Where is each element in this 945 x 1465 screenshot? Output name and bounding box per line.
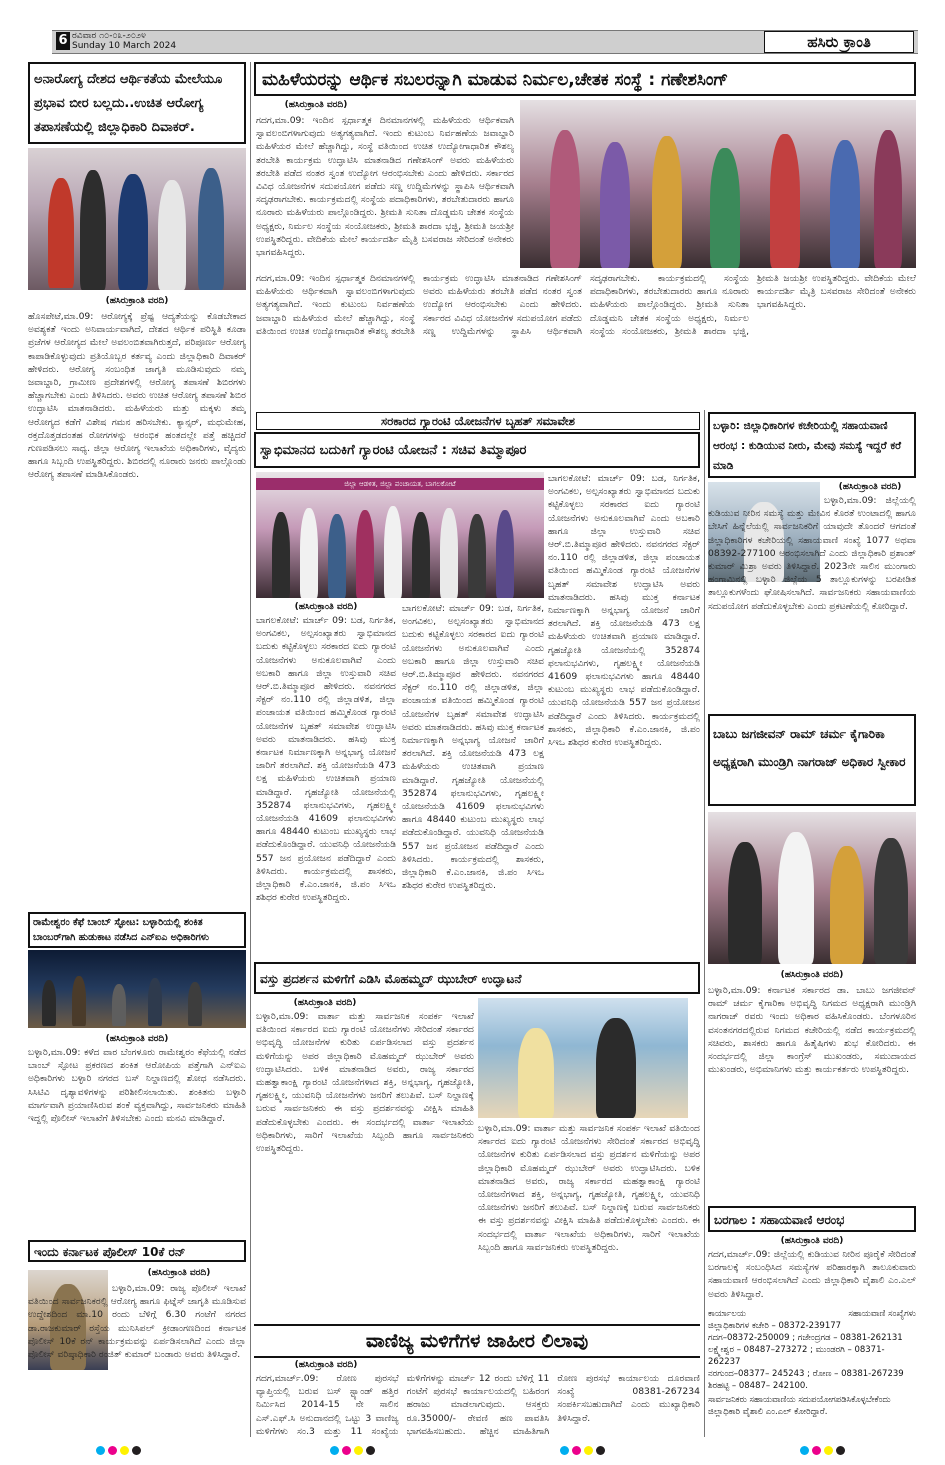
helpline-col-office: ಕಾರ್ಯಾಲಯ: [708, 1309, 746, 1319]
helpline-table: [708, 1308, 916, 1418]
helpline-row: ಶಿರಹಟ್ಟಿ – 08487– 242100.: [708, 1381, 809, 1391]
babu-body: ಬಳ್ಳಾರಿ,ಮಾ.09: ಕರ್ನಾಟಕ ಸರ್ಕಾರದ ಡಾ. ಬಾಬು ಜಗಜೀವನ್ ರಾಮ್ ಚರ್ಮ ಕೈಗಾರಿಕಾ ಅಭಿವೃದ್ಧಿ ನಿಗಮದ ಅಧ್ಯಕ್ಷರಾಗಿ ಮುಂಡ್ರಿಗಿ ನಾಗರಾಜ್ ರವರು ಇಂದು ಅಧಿಕಾರ ವಹಿಸಿಕೊಂಡರು. ಬೆಂಗಳೂರಿನ ವಸಂತನಗರದಲ್ಲಿರುವ ನಿಗಮದ ಕಚೇರಿಯಲ್ಲಿ ನಡೆದ ಕಾರ್ಯಕ್ರಮದಲ್ಲಿ ಸಚಿವರು, ಶಾಸಕರು ಹಾಗೂ ಹಿತೈಷಿಗಳು ಶುಭ ಕೋರಿದರು. ಈ ಸಂದರ್ಭದಲ್ಲಿ ಜಿಲ್ಲಾ ಕಾಂಗ್ರೆಸ್ ಮುಖಂಡರು, ಸಮುದಾಯದ ಮುಖಂಡರು, ಅಭಿಮಾನಿಗಳು ಮತ್ತು ಕಾರ್ಯಕರ್ತರು ಉಪಸ್ಥಿತರಿದ್ದರು.: [708, 985, 916, 1076]
guarantee-body-col1: ಬಾಗಲಕೋಟೆ: ಮಾರ್ಚ್ 09: ಬಡ, ನಿರ್ಗತಿಕ, ಅಂಗವಿಕಲ, ಅಲ್ಪಸಂಖ್ಯಾತರು ಸ್ವಾಭಿಮಾನದ ಬದುಕು ಕಟ್ಟಿಕೊಳ್ಳಲು ಸರಕಾರದ ಐದು ಗ್ಯಾರಂಟಿ ಯೋಜನೆಗಳು ಅನುಕೂಲವಾಗಿವೆ ಎಂದು ಅಬಕಾರಿ ಹಾಗೂ ಜಿಲ್ಲಾ ಉಸ್ತುವಾರಿ ಸಚಿವ ಆರ್.ಬಿ.ತಿಮ್ಮಾಪೂರ ಹೇಳಿದರು. ನವನಗರದ ಸೆಕ್ಟರ್ ನಂ.110 ರಲ್ಲಿ ಜಿಲ್ಲಾಡಳಿತ, ಜಿಲ್ಲಾ ಪಂಚಾಯತ ವತಿಯಿಂದ ಹಮ್ಮಿಕೊಂಡ ಗ್ಯಾರಂಟಿ ಯೋಜನೆಗಳ ಬೃಹತ್ ಸಮಾವೇಶ ಉದ್ಘಾಟಿಸಿ ಅವರು ಮಾತನಾಡಿದರು. ಹಸಿವು ಮುಕ್ತ ಕರ್ನಾಟಕ ನಿರ್ಮಾಣಕ್ಕಾಗಿ ಅನ್ನಭಾಗ್ಯ ಯೋಜನೆ ಜಾರಿಗೆ ತರಲಾಗಿದೆ. ಶಕ್ತಿ ಯೋಜನೆಯಡಿ 473 ಲಕ್ಷ ಮಹಿಳೆಯರು ಉಚಿತವಾಗಿ ಪ್ರಯಾಣ ಮಾಡಿದ್ದಾರೆ. ಗೃಹಜ್ಯೋತಿ ಯೋಜನೆಯಲ್ಲಿ 352874 ಫಲಾನುಭವಿಗಳು, ಗೃಹಲಕ್ಷ್ಮೀ ಯೋಜನೆಯಡಿ 41609 ಫಲಾನುಭವಿಗಳು ಹಾಗೂ 48440 ಕುಟುಂಬ ಮುಖ್ಯಸ್ಥರು ಲಾಭ ಪಡೆದುಕೊಂಡಿದ್ದಾರೆ. ಯುವನಿಧಿ ಯೋಜನೆಯಡಿ 557 ಜನ ಪ್ರಯೋಜನ ಪಡೆದಿದ್ದಾರೆ ಎಂದು ತಿಳಿಸಿದರು. ಕಾರ್ಯಕ್ರಮದಲ್ಲಿ ಶಾಸಕರು, ಜಿಲ್ಲಾಧಿಕಾರಿ ಕೆ.ಎಂ.ಜಾನಕಿ, ಜಿ.ಪಂ ಸಿಇಒ ಶಶಿಧರ ಕುರೇರ ಉಪಸ್ಥಿತರಿದ್ದರು.: [256, 615, 396, 904]
guarantee-headline: ಸ್ವಾಭಿಮಾನದ ಬದುಕಿಗೆ ಗ್ಯಾರಂಟಿ ಯೋಜನೆ : ಸಚಿವ ತಿಮ್ಮಾಪೂರ: [260, 443, 527, 458]
auction-body: ಗದಗ,ಮಾರ್ಚ್.09: ರೋಣ ಪುರಸಭೆ ವ್ಯಾಪ್ತಿಯಲ್ಲಿ ಬರುವ ಬಸ್ ಸ್ಟ್ಯಾಂಡ್ ಹತ್ತಿರ ನಿರ್ಮಿಸಿದ 2014-15 ನೇ ಸಾಲಿನ ಎಸ್.ಎಫ್.ಸಿ ಅನುದಾನದಲ್ಲಿ ಒಟ್ಟು 3 ವಾಣಿಜ್ಯ ಮಳಿಗೆಗಳು ಸಂ.3 ಮತ್ತು 11 ಸಂಖ್ಯೆಯ ಮಳಿಗೆಗಳನ್ನು ಮಾರ್ಚ್ 12 ರಂದು ಬೆಳಿಗ್ಗೆ 11 ಗಂಟೆಗೆ ಪುರಸಭೆ ಕಾರ್ಯಾಲಯದಲ್ಲಿ ಬಹಿರಂಗ ಹರಾಜು ಮಾಡಲಾಗುವುದು. ಆಸಕ್ತರು ರೂ.35000/- ಠೇವಣಿ ಹಣ ಪಾವತಿಸಿ ಭಾಗವಹಿಸಬಹುದು. ಹೆಚ್ಚಿನ ಮಾಹಿತಿಗಾಗಿ ರೋಣ ಪುರಸಭೆ ಕಾರ್ಯಾಲಯ ದೂರವಾಣಿ ಸಂಖ್ಯೆ 08381-267234 ಸಂಪರ್ಕಿಸಬಹುದಾಗಿದೆ ಎಂದು ಮುಖ್ಯಾಧಿಕಾರಿ ತಿಳಿಸಿದ್ದಾರೆ.: [256, 1373, 700, 1437]
date-english: Sunday 10 March 2024: [72, 41, 177, 51]
expo-body-col2: ಬಳ್ಳಾರಿ,ಮಾ.09: ವಾರ್ತಾ ಮತ್ತು ಸಾರ್ವಜನಿಕ ಸಂಪರ್ಕ ಇಲಾಖೆ ವತಿಯಿಂದ ಸರ್ಕಾರದ ಐದು ಗ್ಯಾರಂಟಿ ಯೋಜನೆಗಳು ಸೇರಿದಂತೆ ಸರ್ಕಾರದ ಅಭಿವೃದ್ಧಿ ಯೋಜನೆಗಳ ಕುರಿತು ಏರ್ಪಡಿಸಲಾದ ವಸ್ತು ಪ್ರದರ್ಶನ ಮಳಿಗೆಯನ್ನು ಅಪರ ಜಿಲ್ಲಾಧಿಕಾರಿ ಮೊಹಮ್ಮದ್ ಝುಬೇರ್ ಅವರು ಉದ್ಘಾಟಿಸಿದರು. ಬಳಿಕ ಮಾತನಾಡಿದ ಅವರು, ರಾಜ್ಯ ಸರ್ಕಾರದ ಮಹತ್ವಾಕಾಂಕ್ಷಿ ಗ್ಯಾರಂಟಿ ಯೋಜನೆಗಳಾದ ಶಕ್ತಿ, ಅನ್ನಭಾಗ್ಯ, ಗೃಹಜ್ಯೋತಿ, ಗೃಹಲಕ್ಷ್ಮೀ, ಯುವನಿಧಿ ಯೋಜನೆಗಳು ಜನರಿಗೆ ತಲುಪಿವೆ. ಬಸ್ ನಿಲ್ದಾಣಕ್ಕೆ ಬರುವ ಸಾರ್ವಜನಿಕರು ಈ ವಸ್ತು ಪ್ರದರ್ಶನವನ್ನು ವೀಕ್ಷಿಸಿ ಮಾಹಿತಿ ಪಡೆದುಕೊಳ್ಳಬೇಕು ಎಂದರು. ಈ ಸಂದರ್ಭದಲ್ಲಿ ವಾರ್ತಾ ಇಲಾಖೆಯ ಅಧಿಕಾರಿಗಳು, ಸಾರಿಗೆ ಇಲಾಖೆಯ ಸಿಬ್ಬಂದಿ ಹಾಗೂ ಸಾರ್ವಜನಿಕರು ಉಪಸ್ಥಿತರಿದ್ದರು.: [478, 1123, 700, 1253]
helpline-headline: ಬರಗಾಲ : ಸಹಾಯವಾಣಿ ಆರಂಭ: [714, 1213, 845, 1227]
police-byline: (ಹಸಿರುಕ್ರಾಂತಿ ವರದಿ): [147, 1268, 211, 1278]
health-camp-photo: [28, 148, 246, 290]
guarantee-kicker: ಸರಕಾರದ ಗ್ಯಾರಂಟಿ ಯೋಜನೆಗಳ ಬೃಹತ್ ಸಮಾವೇಶ: [256, 412, 700, 430]
guarantee-byline: (ಹಸಿರುಕ್ರಾಂತಿ ವರದಿ): [294, 602, 358, 612]
health-headline: ಅನಾರೋಗ್ಯ ದೇಶದ ಆರ್ಥಿಕತೆಯ ಮೇಲೆಯೂ ಪ್ರಭಾವ ಬೀರ ಬಲ್ಲದು..ಉಚಿತ ಆರೋಗ್ಯ ತಪಾಸಣೆಯಲ್ಲಿ ಜಿಲ್ಲಾಧಿಕಾರಿ ದಿವಾಕರ್.: [34, 72, 223, 135]
babu-felicitation-photo: [708, 812, 916, 964]
health-headline-box: [28, 62, 246, 144]
helpline-body: ಗದಗ,ಮಾರ್ಚ್.09: ಜಿಲ್ಲೆಯಲ್ಲಿ ಕುಡಿಯುವ ನೀರಿನ ಪೂರೈಕೆ ಸೇರಿದಂತೆ ಬರಗಾಲಕ್ಕೆ ಸಂಬಂಧಿಸಿದ ಸಮಸ್ಯೆಗಳ ಪರಿಹಾರಕ್ಕಾಗಿ ತಾಲೂಕುವಾರು ಸಹಾಯವಾಣಿ ಆರಂಭಿಸಲಾಗಿದೆ ಎಂದು ಜಿಲ್ಲಾಧಿಕಾರಿ ವೈಶಾಲಿ ಎಂ.ಎಲ್ ಅವರು ತಿಳಿಸಿದ್ದಾರೆ.: [708, 1249, 916, 1300]
column-rule: [250, 62, 251, 1437]
helpline-row: ಲಕ್ಷ್ಮೇಶ್ವರ – 08487–273272 ; ಮುಂಡರಗಿ – 08371-262237: [708, 1345, 885, 1367]
expo-inauguration-photo: [478, 998, 688, 1118]
women-body-part1: ಗದಗ,ಮಾ.09: ಇಂದಿನ ಸ್ಪರ್ಧಾತ್ಮಕ ದಿನಮಾನಗಳಲ್ಲಿ ಮಹಿಳೆಯರು ಆರ್ಥಿಕವಾಗಿ ಸ್ವಾವಲಂಬಿಗಳಾಗುವುದು ಅತ್ಯಗತ್ಯವಾಗಿದೆ. ಇಂದು ಕುಟುಂಬ ನಿರ್ವಹಣೆಯ ಜವಾಬ್ದಾರಿ ಮಹಿಳೆಯರ ಮೇಲೆ ಹೆಚ್ಚಾಗಿದ್ದು, ಸಂಸ್ಥೆ ವತಿಯಿಂದ ಉಚಿತ ಉದ್ಯೋಗಾಧಾರಿತ ಕೌಶಲ್ಯ ತರಬೇತಿ ಕಾರ್ಯಕ್ರಮ ಉದ್ಘಾಟಿಸಿ ಮಾತನಾಡಿದ ಗಣೇಶಸಿಂಗ್ ಅವರು ಮಹಿಳೆಯರು ತರಬೇತಿ ಪಡೆದ ನಂತರ ಸ್ವಂತ ಉದ್ಯೋಗ ಆರಂಭಿಸಬೇಕು ಎಂದು ಹೇಳಿದರು. ಸರ್ಕಾರದ ವಿವಿಧ ಯೋಜನೆಗಳ ಸದುಪಯೋಗ ಪಡೆದು ಸಣ್ಣ ಉದ್ದಿಮೆಗಳನ್ನು ಸ್ಥಾಪಿಸಿ ಆರ್ಥಿಕವಾಗಿ ಸದೃಢರಾಗಬೇಕು. ಕಾರ್ಯಕ್ರಮದಲ್ಲಿ ಸಂಸ್ಥೆಯ ಪದಾಧಿಕಾರಿಗಳು, ತರಬೇತುದಾರರು ಹಾಗೂ ನೂರಾರು ಮಹಿಳೆಯರು ಪಾಲ್ಗೊಂಡಿದ್ದರು. ಶ್ರೀಮತಿ ಸುನಿತಾ ದೊಡ್ಡಮನಿ ಚೇತಕ ಸಂಸ್ಥೆಯ ಅಧ್ಯಕ್ಷರು, ನಿರ್ಮಲ ಸಂಸ್ಥೆಯ ಸಂಯೋಜಕರು, ಶ್ರೀಮತಿ ಶಾರದಾ ಭಜ್ಜಿ, ಶ್ರೀಮತಿ ಜಯಶ್ರೀ ಉಪಸ್ಥಿತರಿದ್ದರು. ವೇದಿಕೆಯ ಮೇಲೆ ಕಾರ್ಯದರ್ಶಿ ಮೈತ್ರಿ ಬಸವರಾಜ ಸೇರಿದಂತೆ ಅನೇಕರು ಭಾಗವಹಿಸಿದ್ದರು.: [256, 115, 514, 259]
expo-byline: (ಹಸಿರುಕ್ರಾಂತಿ ವರದಿ): [293, 998, 357, 1008]
print-dots-center-right: [560, 1446, 605, 1455]
women-byline: (ಹಸಿರುಕ್ರಾಂತಿ ವರದಿ): [284, 100, 348, 110]
helpline-byline: (ಹಸಿರುಕ್ರಾಂತಿ ವರದಿ): [780, 1236, 844, 1246]
masthead: ಹಸಿರು ಕ್ರಾಂತಿ: [764, 31, 914, 53]
helpline-row: ಜಿಲ್ಲಾಧಿಕಾರಿಗಳ ಕಚೇರಿ – 08372-239177: [708, 1321, 842, 1331]
police-body: ಬಳ್ಳಾರಿ,ಮಾ.09: ರಾಜ್ಯ ಪೊಲೀಸ್ ಇಲಾಖೆ ವತಿಯಿಂದ ಸಾರ್ವಜನಿಕರಲ್ಲಿ ಆರೋಗ್ಯ ಹಾಗೂ ಫಿಟ್ನೆಸ್ ಜಾಗೃತಿ ಮೂಡಿಸುವ ಉದ್ದೇಶದಿಂದ ಮಾ.10 ರಂದು ಬೆಳಿಗ್ಗೆ 6.30 ಗಂಟೆಗೆ ನಗರದ ಡಾ.ರಾಜಕುಮಾರ್ ರಸ್ತೆಯ ಮುನಿಸಿಪಲ್ ಕ್ರೀಡಾಂಗಣದಿಂದ ಕರ್ನಾಟಕ ಪೊಲೀಸ್ 10ಕೆ ರನ್ ಕಾರ್ಯಕ್ರಮವನ್ನು ಏರ್ಪಡಿಸಲಾಗಿದೆ ಎಂದು ಜಿಲ್ಲಾ ಪೊಲೀಸ್ ವರಿಷ್ಠಾಧಿಕಾರಿ ರಂಜಿತ್ ಕುಮಾರ್ ಬಂಡಾರು ಅವರು ತಿಳಿಸಿದ್ದಾರೆ.: [28, 1283, 246, 1361]
cafe-body: ಬಳ್ಳಾರಿ,ಮಾ.09: ಕಳೆದ ವಾರ ಬೆಂಗಳೂರು ರಾಮೇಶ್ವರಂ ಕೆಫೆಯಲ್ಲಿ ನಡೆದ ಬಾಂಬ್ ಸ್ಫೋಟ ಪ್ರಕರಣದ ಶಂಕಿತ ಆರೋಪಿಯ ಪತ್ತೆಗಾಗಿ ಎನ್‌ಐಎ ಅಧಿಕಾರಿಗಳು ಬಳ್ಳಾರಿ ನಗರದ ಬಸ್ ನಿಲ್ದಾಣದಲ್ಲಿ ಶೋಧ ನಡೆಸಿದರು. ಸಿಸಿಟಿವಿ ದೃಶ್ಯಾವಳಿಗಳನ್ನು ಪರಿಶೀಲಿಸಲಾಯಿತು. ಶಂಕಿತನು ಬಳ್ಳಾರಿ ಮಾರ್ಗವಾಗಿ ಪ್ರಯಾಣಿಸಿರುವ ಶಂಕೆ ವ್ಯಕ್ತವಾಗಿದ್ದು, ಸಾರ್ವಜನಿಕರು ಮಾಹಿತಿ ಇದ್ದಲ್ಲಿ ಪೊಲೀಸ್ ಇಲಾಖೆಗೆ ತಿಳಿಸಬೇಕು ಎಂದು ಮನವಿ ಮಾಡಿದ್ದಾರೆ.: [28, 1047, 246, 1125]
women-body-part2: ಗದಗ,ಮಾ.09: ಇಂದಿನ ಸ್ಪರ್ಧಾತ್ಮಕ ದಿನಮಾನಗಳಲ್ಲಿ ಮಹಿಳೆಯರು ಆರ್ಥಿಕವಾಗಿ ಸ್ವಾವಲಂಬಿಗಳಾಗುವುದು ಅತ್ಯಗತ್ಯವಾಗಿದೆ. ಇಂದು ಕುಟುಂಬ ನಿರ್ವಹಣೆಯ ಜವಾಬ್ದಾರಿ ಮಹಿಳೆಯರ ಮೇಲೆ ಹೆಚ್ಚಾಗಿದ್ದು, ಸಂಸ್ಥೆ ವತಿಯಿಂದ ಉಚಿತ ಉದ್ಯೋಗಾಧಾರಿತ ಕೌಶಲ್ಯ ತರಬೇತಿ ಕಾರ್ಯಕ್ರಮ ಉದ್ಘಾಟಿಸಿ ಮಾತನಾಡಿದ ಗಣೇಶಸಿಂಗ್ ಅವರು ಮಹಿಳೆಯರು ತರಬೇತಿ ಪಡೆದ ನಂತರ ಸ್ವಂತ ಉದ್ಯೋಗ ಆರಂಭಿಸಬೇಕು ಎಂದು ಹೇಳಿದರು. ಸರ್ಕಾರದ ವಿವಿಧ ಯೋಜನೆಗಳ ಸದುಪಯೋಗ ಪಡೆದು ಸಣ್ಣ ಉದ್ದಿಮೆಗಳನ್ನು ಸ್ಥಾಪಿಸಿ ಆರ್ಥಿಕವಾಗಿ ಸದೃಢರಾಗಬೇಕು. ಕಾರ್ಯಕ್ರಮದಲ್ಲಿ ಸಂಸ್ಥೆಯ ಪದಾಧಿಕಾರಿಗಳು, ತರಬೇತುದಾರರು ಹಾಗೂ ನೂರಾರು ಮಹಿಳೆಯರು ಪಾಲ್ಗೊಂಡಿದ್ದರು. ಶ್ರೀಮತಿ ಸುನಿತಾ ದೊಡ್ಡಮನಿ ಚೇತಕ ಸಂಸ್ಥೆಯ ಅಧ್ಯಕ್ಷರು, ನಿರ್ಮಲ ಸಂಸ್ಥೆಯ ಸಂಯೋಜಕರು, ಶ್ರೀಮತಿ ಶಾರದಾ ಭಜ್ಜಿ, ಶ್ರೀಮತಿ ಜಯಶ್ರೀ ಉಪಸ್ಥಿತರಿದ್ದರು. ವೇದಿಕೆಯ ಮೇಲೆ ಕಾರ್ಯದರ್ಶಿ ಮೈತ್ರಿ ಬಸವರಾಜ ಸೇರಿದಂತೆ ಅನೇಕರು ಭಾಗವಹಿಸಿದ್ದರು.: [256, 273, 916, 337]
helpline-table-header: [708, 1308, 916, 1320]
helpline-footer: ಸಾರ್ವಜನಿಕರು ಸಹಾಯವಾಣಿಯ ಸದುಪಯೋಗಪಡಿಸಿಕೊಳ್ಳಬೇಕೆಂದು ಜಿಲ್ಲಾಧಿಕಾರಿ ವೈಶಾಲಿ ಎಂ.ಎಲ್ ಕೋರಿದ್ದಾರೆ.: [708, 1395, 891, 1417]
police-run-headline-box: [28, 1240, 246, 1262]
cafe-byline: (ಹಸಿರುಕ್ರಾಂತಿ ವರದಿ): [105, 1034, 169, 1044]
date-kannada: ರವಿವಾರ ೧೦-೦೩-೨೦೨೪: [72, 31, 146, 41]
water-headline: ಬಳ್ಳಾರಿ: ಜಿಲ್ಲಾಧಿಕಾರಿಗಳ ಕಚೇರಿಯಲ್ಲಿ ಸಹಾಯವಾಣಿ ಆರಂಭ : ಕುಡಿಯುವ ನೀರು, ಮೇವು ಸಮಸ್ಯೆ ಇದ್ದರೆ ಕರೆ ಮಾಡಿ: [713, 420, 902, 472]
water-headline-box: [708, 412, 916, 478]
babu-headline-box: [708, 714, 916, 806]
column-rule-right: [704, 410, 705, 1437]
page-number: 6: [56, 32, 70, 50]
stage-banner-text: ಜಿಲ್ಲಾ ಆಡಳಿತ, ಜಿಲ್ಲಾ ಪಂಚಾಯತ, ಬಾಗಲಕೋಟೆ: [256, 478, 544, 490]
guarantee-body-col2: ಬಾಗಲಕೋಟೆ: ಮಾರ್ಚ್ 09: ಬಡ, ನಿರ್ಗತಿಕ, ಅಂಗವಿಕಲ, ಅಲ್ಪಸಂಖ್ಯಾತರು ಸ್ವಾಭಿಮಾನದ ಬದುಕು ಕಟ್ಟಿಕೊಳ್ಳಲು ಸರಕಾರದ ಐದು ಗ್ಯಾರಂಟಿ ಯೋಜನೆಗಳು ಅನುಕೂಲವಾಗಿವೆ ಎಂದು ಅಬಕಾರಿ ಹಾಗೂ ಜಿಲ್ಲಾ ಉಸ್ತುವಾರಿ ಸಚಿವ ಆರ್.ಬಿ.ತಿಮ್ಮಾಪೂರ ಹೇಳಿದರು. ನವನಗರದ ಸೆಕ್ಟರ್ ನಂ.110 ರಲ್ಲಿ ಜಿಲ್ಲಾಡಳಿತ, ಜಿಲ್ಲಾ ಪಂಚಾಯತ ವತಿಯಿಂದ ಹಮ್ಮಿಕೊಂಡ ಗ್ಯಾರಂಟಿ ಯೋಜನೆಗಳ ಬೃಹತ್ ಸಮಾವೇಶ ಉದ್ಘಾಟಿಸಿ ಅವರು ಮಾತನಾಡಿದರು. ಹಸಿವು ಮುಕ್ತ ಕರ್ನಾಟಕ ನಿರ್ಮಾಣಕ್ಕಾಗಿ ಅನ್ನಭಾಗ್ಯ ಯೋಜನೆ ಜಾರಿಗೆ ತರಲಾಗಿದೆ. ಶಕ್ತಿ ಯೋಜನೆಯಡಿ 473 ಲಕ್ಷ ಮಹಿಳೆಯರು ಉಚಿತವಾಗಿ ಪ್ರಯಾಣ ಮಾಡಿದ್ದಾರೆ. ಗೃಹಜ್ಯೋತಿ ಯೋಜನೆಯಲ್ಲಿ 352874 ಫಲಾನುಭವಿಗಳು, ಗೃಹಲಕ್ಷ್ಮೀ ಯೋಜನೆಯಡಿ 41609 ಫಲಾನುಭವಿಗಳು ಹಾಗೂ 48440 ಕುಟುಂಬ ಮುಖ್ಯಸ್ಥರು ಲಾಭ ಪಡೆದುಕೊಂಡಿದ್ದಾರೆ. ಯುವನಿಧಿ ಯೋಜನೆಯಡಿ 557 ಜನ ಪ್ರಯೋಜನ ಪಡೆದಿದ್ದಾರೆ ಎಂದು ತಿಳಿಸಿದರು. ಕಾರ್ಯಕ್ರಮದಲ್ಲಿ ಶಾಸಕರು, ಜಿಲ್ಲಾಧಿಕಾರಿ ಕೆ.ಎಂ.ಜಾನಕಿ, ಜಿ.ಪಂ ಸಿಇಒ ಶಶಿಧರ ಕುರೇರ ಉಪಸ್ಥಿತರಿದ್ದರು.: [402, 603, 544, 892]
health-body: ಹೊಸಪೇಟೆ,ಮಾ.09: ಆರೋಗ್ಯಕ್ಕೆ ಪ್ರೆಷ್ಟ ಆದ್ಯತೆಯನ್ನು ಕೊಡಬೇಕಾದ ಅವಶ್ಯಕತೆ ಇಂದು ಅನಿವಾರ್ಯವಾಗಿದೆ, ದೇಶದ ಆರ್ಥಿಕ ಪರಿಸ್ಥಿತಿ ಕೂಡಾ ಪ್ರಜೆಗಳ ಆರೋಗ್ಯದ ಮೇಲೆ ಅವಲಂಬಿತವಾಗಿರುತ್ತದೆ, ಪರಿಪೂರ್ಣ ಆರೋಗ್ಯ ಕಾಪಾಡಿಕೊಳ್ಳುವುದು ಪ್ರತಿಯೊಬ್ಬರ ಕರ್ತವ್ಯ ಎಂದು ಜಿಲ್ಲಾಧಿಕಾರಿ ದಿವಾಕರ್ ಹೇಳಿದರು. ಆರೋಗ್ಯ ಸಂಬಂಧಿತ ಜಾಗೃತಿ ಮೂಡಿಸುವುದು ನಮ್ಮ ಜವಾಬ್ದಾರಿ, ಗ್ರಾಮೀಣ ಪ್ರದೇಶಗಳಲ್ಲಿ ಆರೋಗ್ಯ ತಪಾಸಣೆ ಶಿಬಿರಗಳು ಹೆಚ್ಚಾಗಬೇಕು ಎಂದು ತಿಳಿಸಿದರು. ಅವರು ಉಚಿತ ಆರೋಗ್ಯ ತಪಾಸಣೆ ಶಿಬಿರ ಉದ್ಘಾಟಿಸಿ ಮಾತನಾಡಿದರು. ಮಹಿಳೆಯರು ಮತ್ತು ಮಕ್ಕಳು ತಮ್ಮ ಆರೋಗ್ಯದ ಕಡೆಗೆ ವಿಶೇಷ ಗಮನ ಹರಿಸಬೇಕು. ಕ್ಯಾನ್ಸರ್, ಮಧುಮೇಹ, ರಕ್ತದೊತ್ತಡದಂತಹ ರೋಗಗಳನ್ನು ಆರಂಭಿಕ ಹಂತದಲ್ಲೇ ಪತ್ತೆ ಹಚ್ಚಿದರೆ ಗುಣಪಡಿಸಲು ಸಾಧ್ಯ. ಜಿಲ್ಲಾ ಆರೋಗ್ಯ ಇಲಾಖೆಯ ಅಧಿಕಾರಿಗಳು, ವೈದ್ಯರು ಹಾಗೂ ಸಿಬ್ಬಂದಿ ಉಪಸ್ಥಿತರಿದ್ದರು. ಶಿಬಿರದಲ್ಲಿ ನೂರಾರು ಜನರು ಪಾಲ್ಗೊಂಡು ಆರೋಗ್ಯ ತಪಾಸಣೆ ಮಾಡಿಸಿಕೊಂಡರು.: [28, 311, 246, 481]
babu-headline: ಬಾಬು ಜಗಜೀವನ್ ರಾಮ್ ಚರ್ಮ ಕೈಗಾರಿಕಾ ಅಧ್ಯಕ್ಷರಾಗಿ ಮುಂಡ್ರಿಗಿ ನಾಗರಾಜ್ ಅಧಿಕಾರ ಸ್ವೀಕಾರ: [713, 727, 906, 769]
expo-body-col1: ಬಳ್ಳಾರಿ,ಮಾ.09: ವಾರ್ತಾ ಮತ್ತು ಸಾರ್ವಜನಿಕ ಸಂಪರ್ಕ ಇಲಾಖೆ ವತಿಯಿಂದ ಸರ್ಕಾರದ ಐದು ಗ್ಯಾರಂಟಿ ಯೋಜನೆಗಳು ಸೇರಿದಂತೆ ಸರ್ಕಾರದ ಅಭಿವೃದ್ಧಿ ಯೋಜನೆಗಳ ಕುರಿತು ಏರ್ಪಡಿಸಲಾದ ವಸ್ತು ಪ್ರದರ್ಶನ ಮಳಿಗೆಯನ್ನು ಅಪರ ಜಿಲ್ಲಾಧಿಕಾರಿ ಮೊಹಮ್ಮದ್ ಝುಬೇರ್ ಅವರು ಉದ್ಘಾಟಿಸಿದರು. ಬಳಿಕ ಮಾತನಾಡಿದ ಅವರು, ರಾಜ್ಯ ಸರ್ಕಾರದ ಮಹತ್ವಾಕಾಂಕ್ಷಿ ಗ್ಯಾರಂಟಿ ಯೋಜನೆಗಳಾದ ಶಕ್ತಿ, ಅನ್ನಭಾಗ್ಯ, ಗೃಹಜ್ಯೋತಿ, ಗೃಹಲಕ್ಷ್ಮೀ, ಯುವನಿಧಿ ಯೋಜನೆಗಳು ಜನರಿಗೆ ತಲುಪಿವೆ. ಬಸ್ ನಿಲ್ದಾಣಕ್ಕೆ ಬರುವ ಸಾರ್ವಜನಿಕರು ಈ ವಸ್ತು ಪ್ರದರ್ಶನವನ್ನು ವೀಕ್ಷಿಸಿ ಮಾಹಿತಿ ಪಡೆದುಕೊಳ್ಳಬೇಕು ಎಂದರು. ಈ ಸಂದರ್ಭದಲ್ಲಿ ವಾರ್ತಾ ಇಲಾಖೆಯ ಅಧಿಕಾರಿಗಳು, ಸಾರಿಗೆ ಇಲಾಖೆಯ ಸಿಬ್ಬಂದಿ ಹಾಗೂ ಸಾರ್ವಜನಿಕರು ಉಪಸ್ಥಿತರಿದ್ದರು.: [256, 1011, 474, 1155]
women-headline: ಮಹಿಳೆಯರನ್ನು ಆರ್ಥಿಕ ಸಬಲರನ್ನಾಗಿ ಮಾಡುವ ನಿರ್ಮಲ,ಚೇತಕ ಸಂಸ್ಥೆ : ಗಣೇಶಸಿಂಗ್: [262, 70, 729, 90]
water-body: ಬಳ್ಳಾರಿ,ಮಾ.09: ಜಿಲ್ಲೆಯಲ್ಲಿ ಕುಡಿಯುವ ನೀರಿನ ಸಮಸ್ಯೆ ಮತ್ತು ಮೇವಿನ ಕೊರತೆ ಉಂಟಾದಲ್ಲಿ ಹಾಗೂ ಬೇಸಿಗೆ ಹಿನ್ನೆಲೆಯಲ್ಲಿ ಸಾರ್ವಜನಿಕರಿಗೆ ಯಾವುದೇ ತೊಂದರೆ ಆಗದಂತೆ ಜಿಲ್ಲಾಧಿಕಾರಿಗಳ ಕಚೇರಿಯಲ್ಲಿ ಸಹಾಯವಾಣಿ ಸಂಖ್ಯೆ 1077 ಅಥವಾ 08392-277100 ಆರಂಭಿಸಲಾಗಿದೆ ಎಂದು ಜಿಲ್ಲಾಧಿಕಾರಿ ಪ್ರಶಾಂತ್ ಕುಮಾರ್ ಮಿಶ್ರಾ ಅವರು ತಿಳಿಸಿದ್ದಾರೆ. 2023ನೇ ಸಾಲಿನ ಮುಂಗಾರು ಹಂಗಾಮಿನಲ್ಲಿ ಬಳ್ಳಾರಿ ಜಿಲ್ಲೆಯ 5 ತಾಲ್ಲೂಕುಗಳನ್ನು ಬರಪೀಡಿತ ತಾಲ್ಲೂಕುಗಳೆಂದು ಘೋಷಿಸಲಾಗಿದೆ. ಸಾರ್ವಜನಿಕರು ಸಹಾಯವಾಣಿಯ ಸದುಪಯೋಗ ಪಡೆದುಕೊಳ್ಳಬೇಕು ಎಂದು ಪ್ರಕಟಣೆಯಲ್ಲಿ ಕೋರಿದ್ದಾರೆ.: [708, 495, 916, 612]
cafe-headline: ರಾಮೇಶ್ವರಂ ಕೆಫೆ ಬಾಂಬ್ ಸ್ಫೋಟ: ಬಳ್ಳಾರಿಯಲ್ಲಿ ಶಂಕಿತ ಬಾಂಬರ್‌ಗಾಗಿ ಹುಡುಕಾಟ ನಡೆಸಿದ ಎನ್‌ಐಎ ಅಧಿಕಾರಿಗಳು: [33, 917, 209, 943]
helpline-col-numbers: ಸಹಾಯವಾಣಿ ಸಂಖ್ಯೆಗಳು: [848, 1309, 916, 1319]
expo-headline-box: [254, 962, 700, 994]
print-dots-left: [96, 1446, 141, 1455]
women-headline-box: [254, 62, 916, 96]
guarantee-body-col3: ಬಾಗಲಕೋಟೆ: ಮಾರ್ಚ್ 09: ಬಡ, ನಿರ್ಗತಿಕ, ಅಂಗವಿಕಲ, ಅಲ್ಪಸಂಖ್ಯಾತರು ಸ್ವಾಭಿಮಾನದ ಬದುಕು ಕಟ್ಟಿಕೊಳ್ಳಲು ಸರಕಾರದ ಐದು ಗ್ಯಾರಂಟಿ ಯೋಜನೆಗಳು ಅನುಕೂಲವಾಗಿವೆ ಎಂದು ಅಬಕಾರಿ ಹಾಗೂ ಜಿಲ್ಲಾ ಉಸ್ತುವಾರಿ ಸಚಿವ ಆರ್.ಬಿ.ತಿಮ್ಮಾಪೂರ ಹೇಳಿದರು. ನವನಗರದ ಸೆಕ್ಟರ್ ನಂ.110 ರಲ್ಲಿ ಜಿಲ್ಲಾಡಳಿತ, ಜಿಲ್ಲಾ ಪಂಚಾಯತ ವತಿಯಿಂದ ಹಮ್ಮಿಕೊಂಡ ಗ್ಯಾರಂಟಿ ಯೋಜನೆಗಳ ಬೃಹತ್ ಸಮಾವೇಶ ಉದ್ಘಾಟಿಸಿ ಅವರು ಮಾತನಾಡಿದರು. ಹಸಿವು ಮುಕ್ತ ಕರ್ನಾಟಕ ನಿರ್ಮಾಣಕ್ಕಾಗಿ ಅನ್ನಭಾಗ್ಯ ಯೋಜನೆ ಜಾರಿಗೆ ತರಲಾಗಿದೆ. ಶಕ್ತಿ ಯೋಜನೆಯಡಿ 473 ಲಕ್ಷ ಮಹಿಳೆಯರು ಉಚಿತವಾಗಿ ಪ್ರಯಾಣ ಮಾಡಿದ್ದಾರೆ. ಗೃಹಜ್ಯೋತಿ ಯೋಜನೆಯಲ್ಲಿ 352874 ಫಲಾನುಭವಿಗಳು, ಗೃಹಲಕ್ಷ್ಮೀ ಯೋಜನೆಯಡಿ 41609 ಫಲಾನುಭವಿಗಳು ಹಾಗೂ 48440 ಕುಟುಂಬ ಮುಖ್ಯಸ್ಥರು ಲಾಭ ಪಡೆದುಕೊಂಡಿದ್ದಾರೆ. ಯುವನಿಧಿ ಯೋಜನೆಯಡಿ 557 ಜನ ಪ್ರಯೋಜನ ಪಡೆದಿದ್ದಾರೆ ಎಂದು ತಿಳಿಸಿದರು. ಕಾರ್ಯಕ್ರಮದಲ್ಲಿ ಶಾಸಕರು, ಜಿಲ್ಲಾಧಿಕಾರಿ ಕೆ.ಎಂ.ಜಾನಕಿ, ಜಿ.ಪಂ ಸಿಇಒ ಶಶಿಧರ ಕುರೇರ ಉಪಸ್ಥಿತರಿದ್ದರು.: [548, 473, 700, 749]
bus-stand-photo: [28, 950, 246, 1028]
guarantee-headline-box: [254, 432, 700, 468]
print-dots-center-left: [330, 1446, 375, 1455]
health-byline: (ಹಸಿರುಕ್ರಾಂತಿ ವರದಿ): [105, 296, 169, 306]
women-training-photo: [520, 100, 916, 268]
guarantee-stage-photo: [256, 472, 544, 598]
auction-byline: (ಹಸಿರುಕ್ರಾಂತಿ ವರದಿ): [294, 1360, 358, 1370]
cafe-headline-box: [28, 912, 246, 948]
helpline-headline-box: [708, 1206, 916, 1232]
babu-byline: (ಹಸಿರುಕ್ರಾಂತಿ ವರದಿ): [780, 970, 844, 980]
police-run-headline: ಇಂದು ಕರ್ನಾಟಕ ಪೊಲೀಸ್ 10ಕೆ ರನ್: [34, 1245, 186, 1259]
water-byline: (ಹಸಿರುಕ್ರಾಂತಿ ವರದಿ): [838, 482, 902, 492]
print-dots-right: [800, 1446, 845, 1455]
expo-headline: ವಸ್ತು ಪ್ರದರ್ಶನ ಮಳಿಗೆಗೆ ಎಡಿಸಿ ಮೊಹಮ್ಮದ್ ಝುಬೇರ್ ಉದ್ಘಾಟನೆ: [260, 972, 522, 986]
helpline-row: ಗದಗ–08372-250009 ; ಗಜೇಂದ್ರಗಡ – 08381-262131: [708, 1333, 903, 1343]
auction-headline: ವಾಣಿಜ್ಯ ಮಳಿಗೆಗಳ ಜಾಹೀರ ಲಿಲಾವು: [254, 1324, 700, 1358]
helpline-row: ನರಗುಂದ–08377– 245243 ; ರೋಣ – 08381-267239: [708, 1369, 904, 1379]
